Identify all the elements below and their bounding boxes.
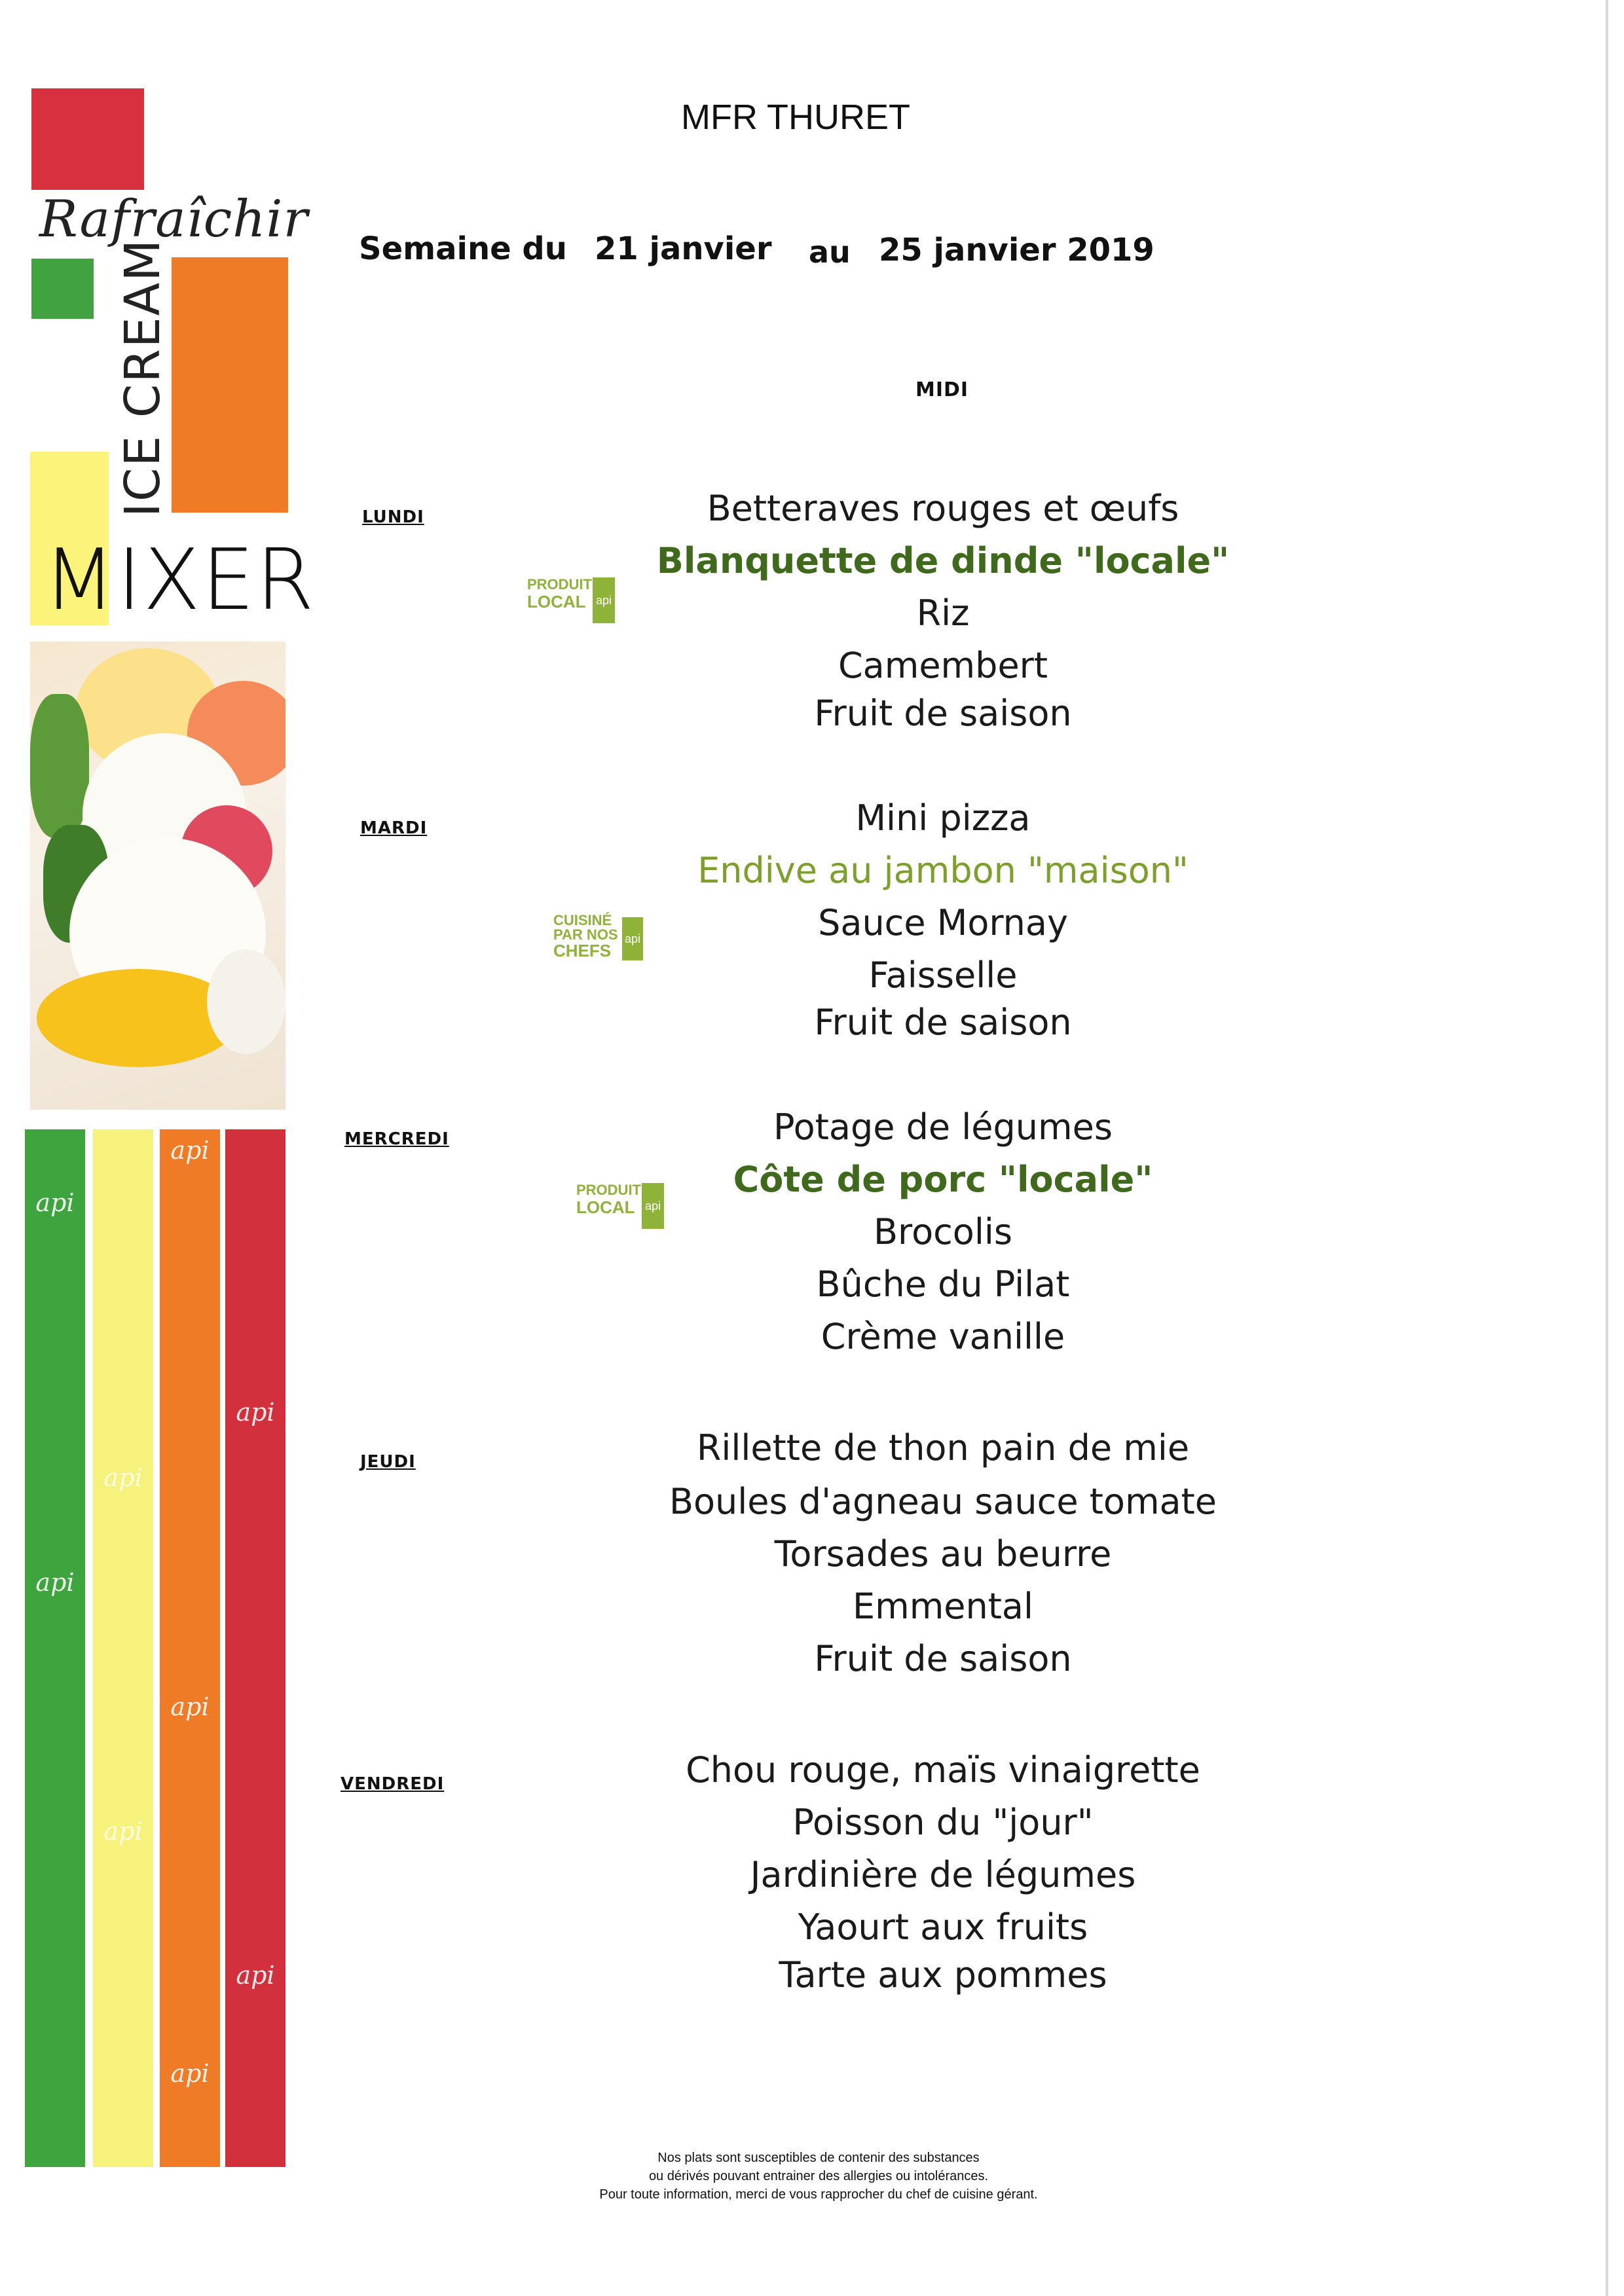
produit-local-badge (576, 1182, 665, 1234)
day-label-mercredi: MERCREDI (344, 1129, 449, 1149)
brand-script-word: Rafraîchir (39, 190, 308, 249)
service-label: MIDI (915, 378, 969, 401)
dish-mardi-3: Sauce Mornay (818, 902, 1068, 943)
dish-vendredi-3: Jardinière de légumes (750, 1854, 1136, 1895)
dish-mardi-2: Endive au jambon "maison" (697, 850, 1189, 891)
day-label-jeudi: JEUDI (360, 1452, 416, 1472)
decor-stripe-yellow (93, 1129, 153, 2167)
badge-text: CUISINÉ (553, 912, 612, 928)
api-mark: api (170, 1136, 210, 1165)
api-mark: api (103, 1817, 143, 1846)
badge-text: PRODUIT (576, 1182, 641, 1198)
dish-lundi-3: Riz (916, 592, 970, 634)
dish-vendredi-2: Poisson du "jour" (792, 1802, 1094, 1843)
dish-lundi-4: Camembert (838, 645, 1048, 686)
dish-jeudi-3: Torsades au beurre (774, 1533, 1112, 1575)
dish-lundi-1: Betteraves rouges et œufs (707, 488, 1179, 529)
dish-mardi-1: Mini pizza (855, 797, 1031, 839)
api-mark: api (236, 1398, 275, 1427)
api-mark: api (170, 2059, 210, 2088)
badge-text: PRODUIT (527, 576, 592, 592)
dish-vendredi-4: Yaourt aux fruits (798, 1906, 1088, 1948)
dish-mercredi-2: Côte de porc "locale" (733, 1159, 1153, 1200)
dish-jeudi-4: Emmental (852, 1586, 1034, 1627)
ice-cream-photo (30, 642, 286, 1110)
decor-stripe-orange (160, 1129, 220, 2167)
badge-text: PAR NOS (553, 926, 618, 943)
allergy-notice (498, 2149, 1139, 2204)
dish-lundi-2: Blanquette de dinde "locale" (656, 540, 1230, 581)
allergy-notice-line: Pour toute information, merci de vous rapprocher du chef de cuisine gérant. (599, 2187, 1038, 2202)
week-start-date: 21 janvier (595, 230, 772, 267)
badge-text: LOCAL (576, 1197, 635, 1217)
brand-mixer-word: MIXER (43, 532, 316, 629)
page-title: MFR THURET (681, 98, 910, 137)
brand-vertical-word: ICE CREAM (115, 238, 171, 517)
badge-tag: api (593, 577, 615, 623)
api-mark: api (170, 1692, 210, 1721)
api-mark: api (236, 1961, 275, 1990)
badge-text: LOCAL (527, 592, 586, 611)
badge-tag: api (622, 917, 643, 960)
cuisine-chefs-badge (553, 913, 645, 972)
day-label-mardi: MARDI (360, 818, 428, 838)
page-edge-line (1606, 0, 1608, 2296)
week-date-separator: au (809, 234, 851, 270)
api-mark: api (35, 1188, 75, 1217)
dish-vendredi-1: Chou rouge, maïs vinaigrette (686, 1749, 1200, 1791)
week-end-date: 25 janvier 2019 (879, 232, 1154, 268)
allergy-notice-line: Nos plats sont susceptibles de contenir des substances (657, 2151, 980, 2165)
dish-mercredi-4: Bûche du Pilat (816, 1264, 1070, 1305)
dish-vendredi-5: Tarte aux pommes (779, 1954, 1107, 1995)
dish-mardi-5: Fruit de saison (814, 1002, 1072, 1043)
api-mark: api (35, 1568, 75, 1597)
badge-tag: api (642, 1183, 664, 1229)
dish-mercredi-5: Crème vanille (821, 1316, 1065, 1357)
dish-lundi-5: Fruit de saison (814, 693, 1072, 734)
api-mark: api (103, 1463, 143, 1492)
badge-text: CHEFS (553, 941, 612, 960)
dish-jeudi-2: Boules d'agneau sauce tomate (669, 1481, 1217, 1522)
dish-mardi-4: Faisselle (868, 955, 1018, 996)
decor-orange-rect (172, 257, 288, 513)
decor-red-square (31, 88, 144, 190)
produit-local-badge (527, 576, 616, 629)
dish-mercredi-1: Potage de légumes (773, 1106, 1113, 1148)
day-label-vendredi: VENDREDI (341, 1774, 445, 1794)
week-label: Semaine du (359, 230, 567, 267)
decor-stripe-green (25, 1129, 85, 2167)
decor-stripe-red (225, 1129, 286, 2167)
allergy-notice-line: ou dérivés pouvant entrainer des allergies ou intolérances. (648, 2169, 989, 2183)
dish-mercredi-3: Brocolis (874, 1211, 1012, 1252)
decor-green-square (31, 259, 94, 319)
dish-jeudi-5: Fruit de saison (814, 1638, 1072, 1679)
day-label-lundi: LUNDI (362, 507, 424, 527)
dish-jeudi-1: Rillette de thon pain de mie (696, 1427, 1190, 1468)
